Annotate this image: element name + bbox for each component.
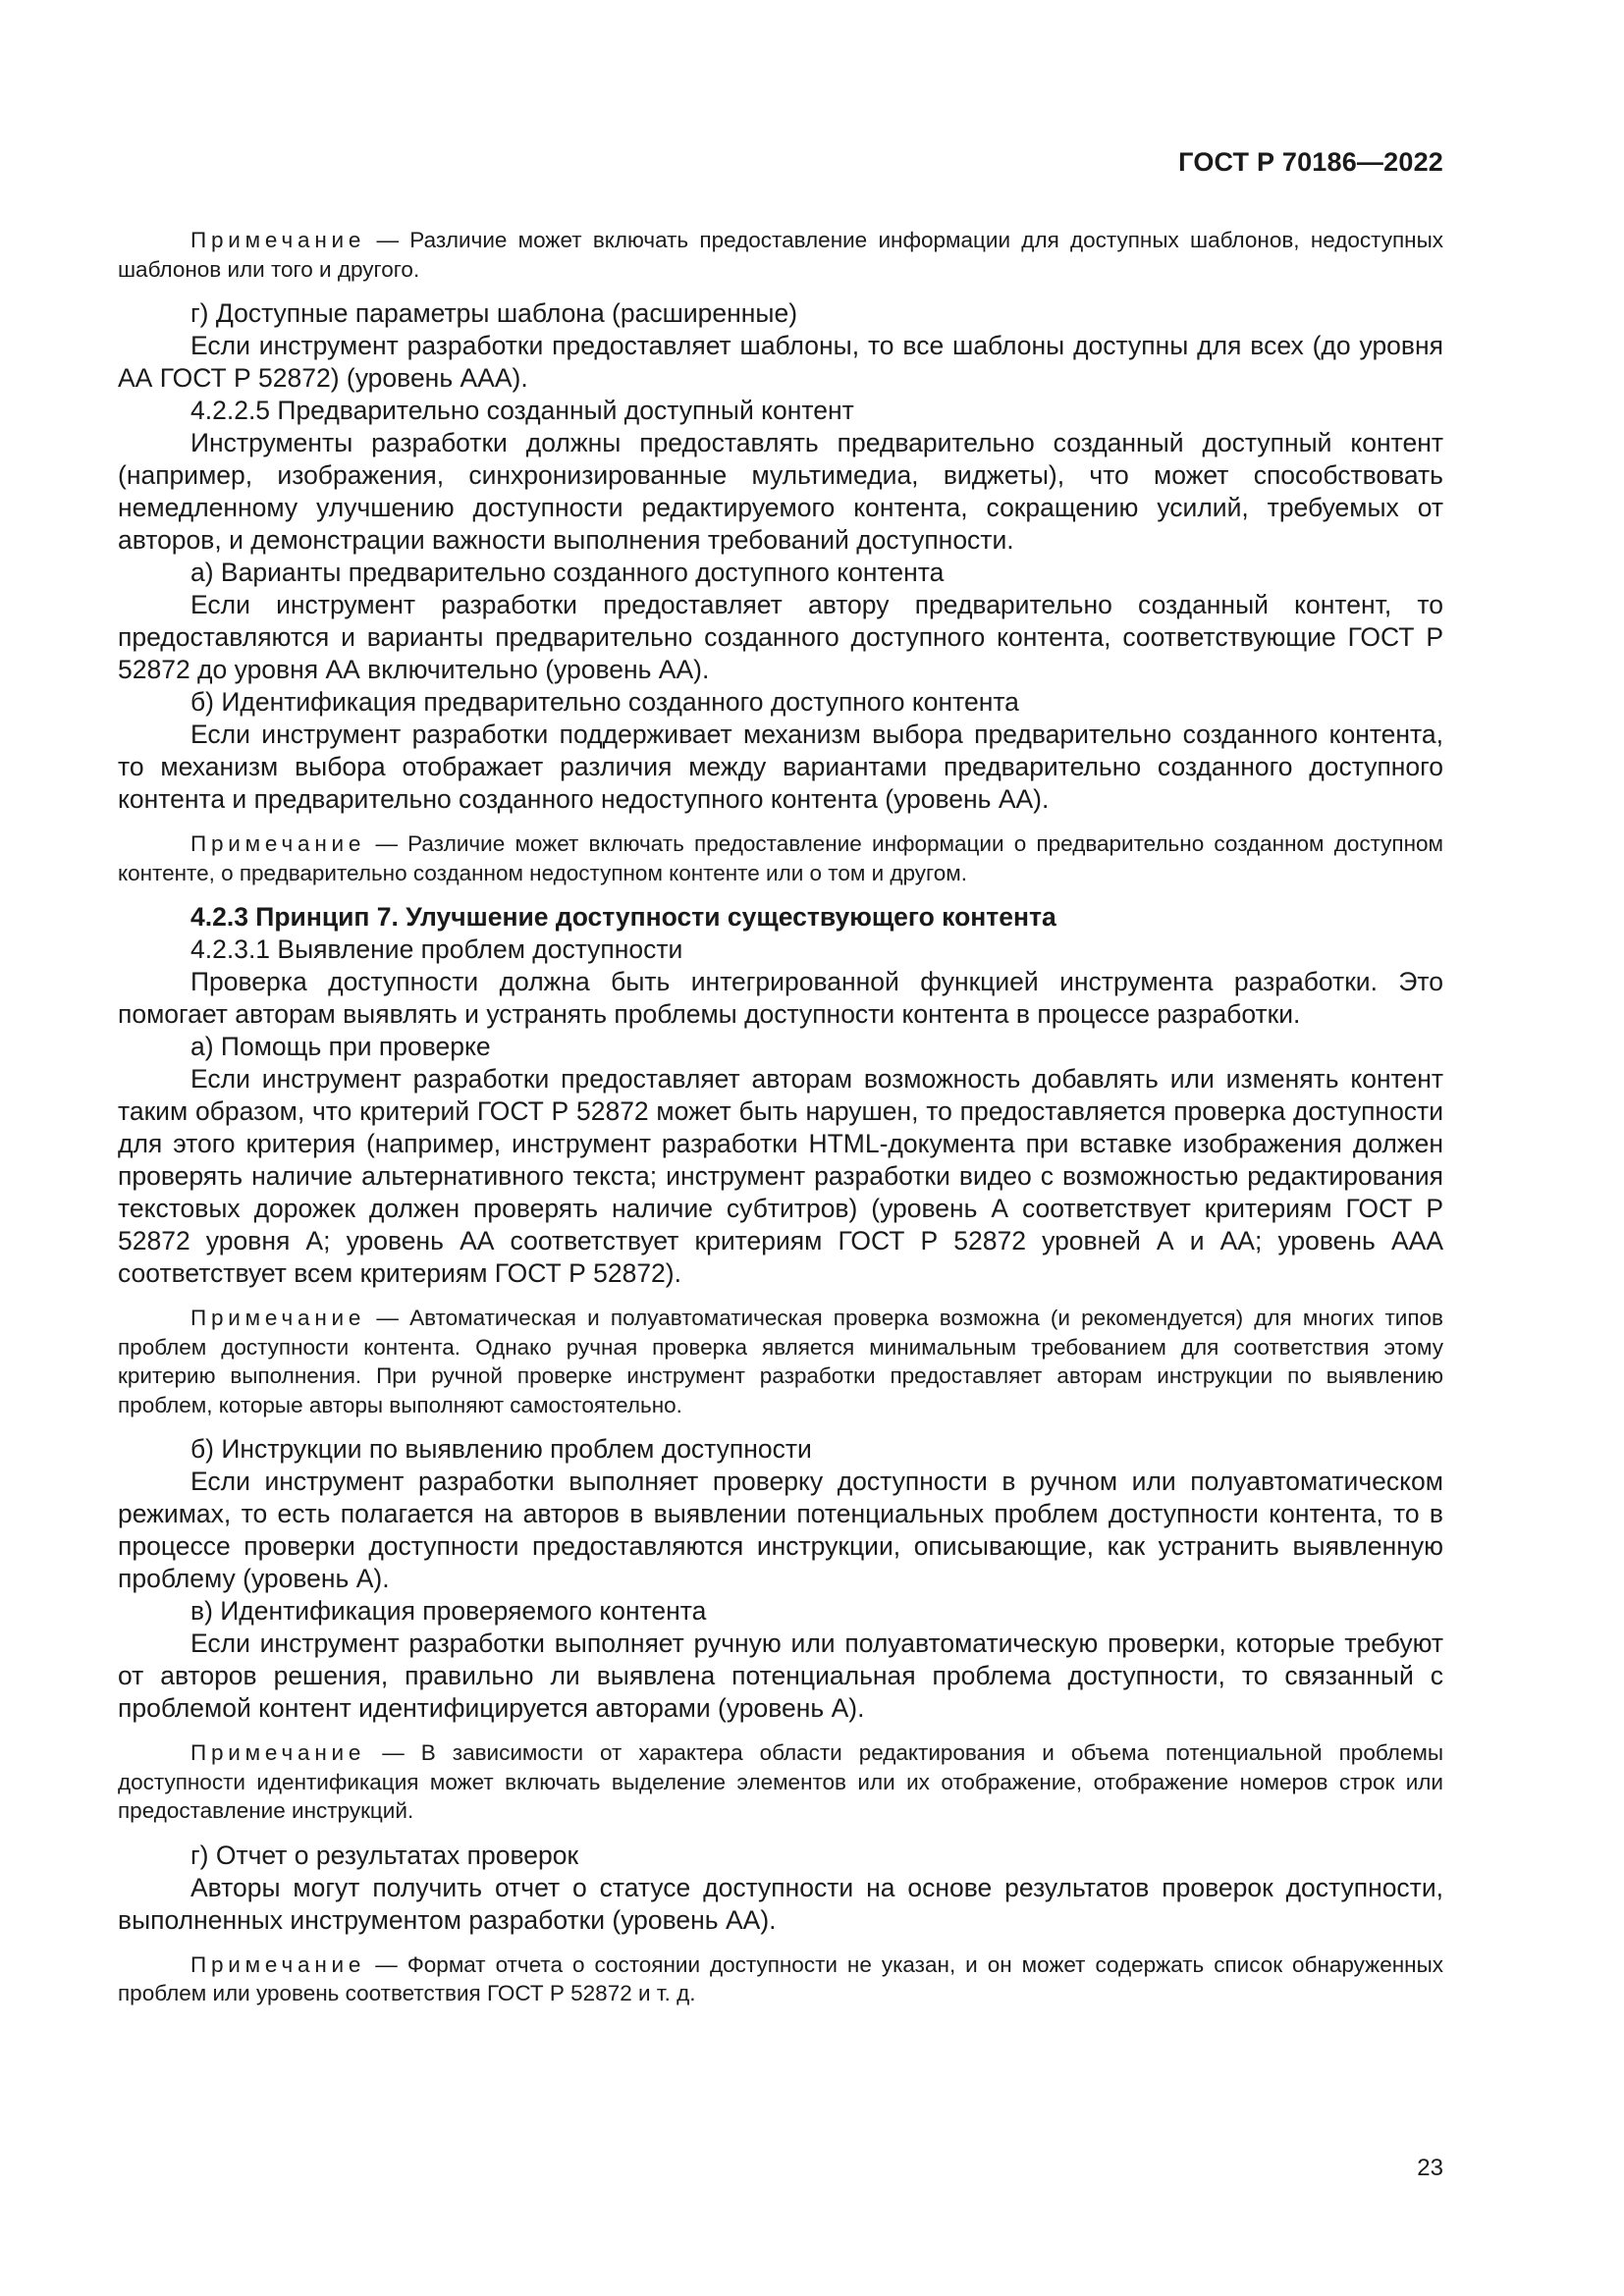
item-a1-heading: а) Варианты предварительно созданного доступного контента [190, 558, 945, 587]
section-4225-text: Инструменты разработки должны предоставлять предварительно созданный доступный контент (например, изображения, синхронизированные мультимедиа, виджеты), что может способствовать немедленному улучшению доступности редактируемого контента, сокращению усилий, требуемых от авторов, и демонстрации важности выполнения требований доступности. [118, 428, 1443, 555]
item-b2-heading: б) Инструкции по выявлению проблем доступности [190, 1434, 812, 1464]
document-page [118, 0, 1443, 2296]
item-a2-text: Если инструмент разработки предоставляет авторам возможность добавлять или изменять контент таким образом, что критерий ГОСТ Р 52872 может быть нарушен, то предоставляется проверка доступности для этого критерия (например, инструмент разработки HTML-документа при вставке изображения должен проверять наличие альтернативного текста; инструмент разработки видео с возможностью редактирования текстовых дорожек должен проверять наличие субтитров) (уровень А соответствует критериям ГОСТ Р 52872 уровня А; уровень АА соответствует критериям ГОСТ Р 52872 уровней А и АА; уровень ААА соответствует всем критериям ГОСТ Р 52872). [118, 1064, 1443, 1288]
section-4231-text: Проверка доступности должна быть интегрированной функцией инструмента разработки. Это помогает авторам выявлять и устранять проблемы доступности контента в процессе разработки. [118, 967, 1443, 1029]
item-b1-heading: б) Идентификация предварительно созданного доступного контента [190, 687, 1019, 717]
item-g-text: Если инструмент разработки предоставляет шаблоны, то все шаблоны доступны для всех (до уровня АА ГОСТ Р 52872) (уровень ААА). [118, 331, 1443, 393]
item-v-text: Если инструмент разработки выполняет ручную или полуавтоматическую проверки, которые требуют от авторов решения, правильно ли выявлена потенциальная проблема доступности, то связанный с проблемой контент идентифицируется авторами (уровень А). [118, 1629, 1443, 1723]
page-content [118, 226, 1443, 2022]
item-g-heading: г) Доступные параметры шаблона (расширенные) [190, 298, 798, 328]
note-label: Примечание [190, 831, 366, 856]
note-label: Примечание [190, 228, 366, 252]
note-label: Примечание [190, 1740, 366, 1765]
note-text: — В зависимости от характера области редактирования и объема потенциальной проблемы доступности идентификация может включать выделение элементов или их отображение, отображение номеров строк или предоставление инструкций. [118, 1740, 1443, 1823]
note-label: Примечание [190, 1306, 366, 1330]
section-423-heading: 4.2.3 Принцип 7. Улучшение доступности существующего контента [190, 902, 1056, 932]
section-4225-heading: 4.2.2.5 Предварительно созданный доступный контент [190, 396, 854, 425]
note-text: — Различие может включать предоставление информации о предварительно созданном доступном контенте, о предварительно созданном недоступном контенте или о том и другом. [118, 831, 1443, 885]
item-g2-text: Авторы могут получить отчет о статусе доступности на основе результатов проверок доступности, выполненных инструментом разработки (уровень АА). [118, 1872, 1443, 1935]
page-number: 23 [1417, 2155, 1443, 2181]
item-a2-heading: а) Помощь при проверке [190, 1032, 491, 1061]
note-text: — Различие может включать предоставление информации для доступных шаблонов, недоступных шаблонов или того и другого. [118, 228, 1443, 282]
item-b2-text: Если инструмент разработки выполняет проверку доступности в ручном или полуавтоматическом режимах, то есть полагается на авторов в выявлении потенциальных проблем доступности контента, то в процессе проверки доступности предоставляются инструкции, описывающие, как устранить выявленную проблему (уровень А). [118, 1467, 1443, 1593]
item-a1-text: Если инструмент разработки предоставляет автору предварительно созданный контент, то предоставляются и варианты предварительно созданного доступного контента, соответствующие ГОСТ Р 52872 до уровня АА включительно (уровень АА). [118, 590, 1443, 684]
section-4231-heading: 4.2.3.1 Выявление проблем доступности [190, 934, 683, 964]
note-3 [118, 1304, 1443, 1419]
item-v-heading: в) Идентификация проверяемого контента [190, 1596, 707, 1626]
note-text: — Автоматическая и полуавтоматическая проверка возможна (и рекомендуется) для многих типов проблем доступности контента. Однако ручная проверка является минимальным требованием для соответствия этому критерию выполнения. При ручной проверке инструмент разработки предоставляет авторам инструкции по выявлению проблем, которые авторы выполняют самостоятельно. [118, 1306, 1443, 1417]
document-id-header: ГОСТ Р 70186—2022 [1178, 147, 1443, 177]
note-label: Примечание [190, 1951, 366, 1977]
note-5 [118, 1950, 1443, 2008]
note-4 [118, 1738, 1443, 1826]
note-2 [118, 829, 1443, 887]
note-1 [118, 226, 1443, 284]
item-g2-heading: г) Отчет о результатах проверок [190, 1840, 579, 1870]
note-text: — Формат отчета о состоянии доступности не указан, и он может содержать список обнаруженных проблем или уровень соответствия ГОСТ Р 52872 и т. д. [118, 1951, 1443, 2005]
item-b1-text: Если инструмент разработки поддерживает механизм выбора предварительно созданного контента, то механизм выбора отображает различия между вариантами предварительно созданного доступного контента и предварительно созданного недоступного контента (уровень АА). [118, 720, 1443, 814]
